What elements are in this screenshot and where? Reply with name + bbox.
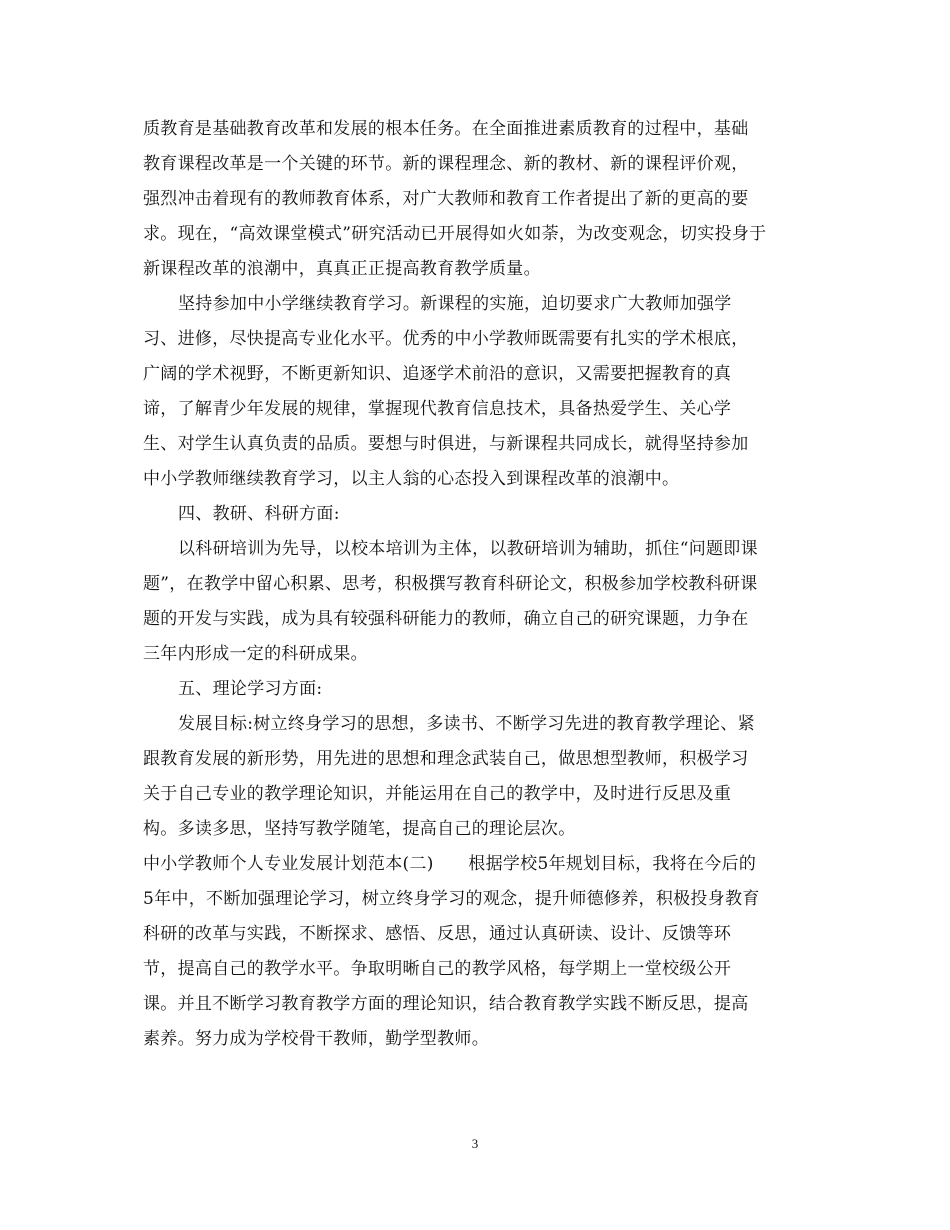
text-line: 跟教育发展的新形势，用先进的思想和理念武装自己，做思想型教师，积极学习 bbox=[143, 749, 749, 769]
text-line: 强烈冲击着现有的教师教育体系，对广大教师和教育工作者提出了新的更高的要 bbox=[143, 189, 749, 209]
text-line: 发展目标:树立终身学习的思想，多读书、不断学习先进的教育教学理论、紧 bbox=[178, 714, 755, 734]
text-line: 构。多读多思，坚持写教学随笔，提高自己的理论层次。 bbox=[143, 819, 576, 839]
text-line: 素养。努力成为学校骨干教师，勤学型教师。 bbox=[143, 1029, 489, 1049]
text-line: 中小学教师个人专业发展计划范本(二) 根据学校5年规划目标，我将在今后的 bbox=[143, 854, 757, 874]
text-line: 题”，在教学中留心积累、思考，积极撰写教育科研论文，积极参加学校教科研课 bbox=[143, 574, 758, 594]
text-line: 课。并且不断学习教育教学方面的理论知识，结合教育教学实践不断反思，提高 bbox=[143, 994, 749, 1014]
text-line: 5年中，不断加强理论学习，树立终身学习的观念，提升师德修养，积极投身教育 bbox=[143, 889, 760, 909]
text-line: 三年内形成一定的科研成果。 bbox=[143, 644, 368, 664]
text-line: 以科研培训为先导，以校本培训为主体，以教研培训为辅助，抓住“问题即课 bbox=[178, 539, 758, 559]
text-line: 习、进修，尽快提高专业化水平。优秀的中小学教师既需要有扎实的学术根底， bbox=[143, 329, 749, 349]
text-line: 关于自己专业的教学理论知识，并能运用在自己的教学中，及时进行反思及重 bbox=[143, 784, 732, 804]
text-line: 生、对学生认真负责的品质。要想与时俱进，与新课程共同成长，就得坚持参加 bbox=[143, 434, 749, 454]
text-line: 谛，了解青少年发展的规律，掌握现代教育信息技术，具备热爱学生、关心学 bbox=[143, 399, 732, 419]
section-heading: 四、教研、科研方面: bbox=[178, 504, 340, 524]
text-line: 广阔的学术视野，不断更新知识、追逐学术前沿的意识，又需要把握教育的真 bbox=[143, 364, 732, 384]
text-line: 新课程改革的浪潮中，真真正正提高教育教学质量。 bbox=[143, 259, 541, 279]
text-line: 求。现在，“高效课堂模式”研究活动已开展得如火如荼，为改变观念，切实投身于 bbox=[143, 224, 767, 244]
text-line: 教育课程改革是一个关键的环节。新的课程理念、新的教材、新的课程评价观， bbox=[143, 154, 749, 174]
text-line: 质教育是基础教育改革和发展的根本任务。在全面推进素质教育的过程中，基础 bbox=[143, 119, 749, 139]
text-line: 中小学教师继续教育学习，以主人翁的心态投入到课程改革的浪潮中。 bbox=[143, 469, 680, 489]
page-number: 3 bbox=[471, 1136, 479, 1151]
text-line: 节，提高自己的教学水平。争取明晰自己的教学风格，每学期上一堂校级公开 bbox=[143, 959, 732, 979]
text-line: 题的开发与实践，成为具有较强科研能力的教师，确立自己的研究课题，力争在 bbox=[143, 609, 749, 629]
text-line: 坚持参加中小学继续教育学习。新课程的实施，迫切要求广大教师加强学 bbox=[178, 294, 732, 314]
text-line: 科研的改革与实践，不断探求、感悟、反思，通过认真研读、设计、反馈等环 bbox=[143, 924, 732, 944]
section-heading: 五、理论学习方面: bbox=[178, 679, 323, 699]
